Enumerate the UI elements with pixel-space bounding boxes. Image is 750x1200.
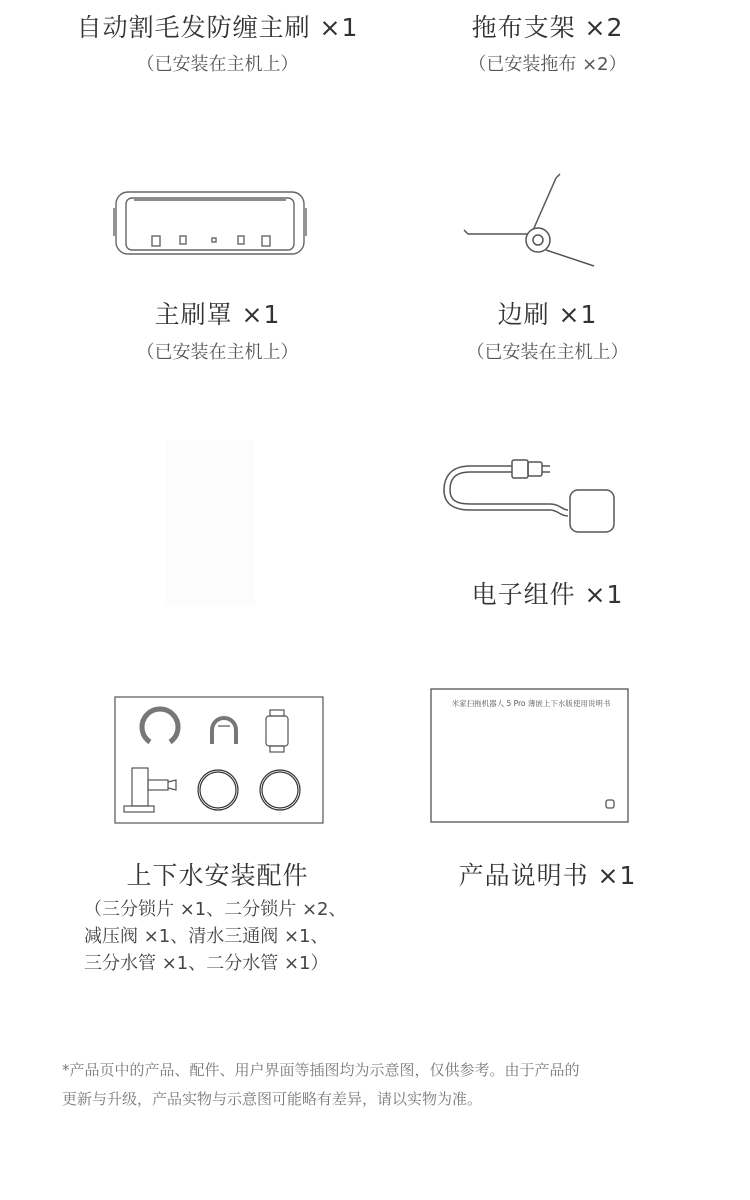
brush-cover-subtitle: （已安装在主机上） <box>136 342 299 363</box>
water-kit-line-3: 三分水管 ×1、二分水管 ×1） <box>84 953 329 974</box>
mop-bracket-title: 拖布支架 ×2 <box>471 13 624 42</box>
side-brush-title: 边刷 ×1 <box>497 300 598 329</box>
main-brush-title: 自动割毛发防缠主刷 ×1 <box>76 13 359 42</box>
water-kit-contents <box>84 896 384 977</box>
mop-bracket-subtitle: （已安装拖布 ×2） <box>468 54 627 75</box>
manual-cover-text: 米家扫拖机器人 5 Pro 薄嵌上下水版使用说明书 <box>451 699 611 708</box>
water-kit-title: 上下水安装配件 <box>126 861 309 890</box>
footnote <box>62 1056 702 1114</box>
water-fittings-illustration-icon <box>114 696 324 824</box>
blank-placeholder-illustration-icon <box>165 440 255 605</box>
water-kit-line-2: 减压阀 ×1、清水三通阀 ×1、 <box>84 926 329 947</box>
main-brush-cover-illustration-icon <box>110 188 310 260</box>
water-kit-line-1: （三分锁片 ×1、二分锁片 ×2、 <box>84 899 347 920</box>
manual-title: 产品说明书 ×1 <box>458 861 637 890</box>
electronic-title: 电子组件 ×1 <box>471 580 624 609</box>
brush-cover-title: 主刷罩 ×1 <box>154 300 281 329</box>
side-brush-subtitle: （已安装在主机上） <box>466 342 629 363</box>
footnote-line-1: *产品页中的产品、配件、用户界面等插图均为示意图，仅供参考。由于产品的 <box>62 1061 580 1079</box>
main-brush-subtitle: （已安装在主机上） <box>136 54 299 75</box>
footnote-line-2: 更新与升级，产品实物与示意图可能略有差异，请以实物为准。 <box>62 1090 483 1108</box>
side-brush-illustration-icon <box>462 170 602 270</box>
power-cable-illustration-icon <box>440 450 620 540</box>
